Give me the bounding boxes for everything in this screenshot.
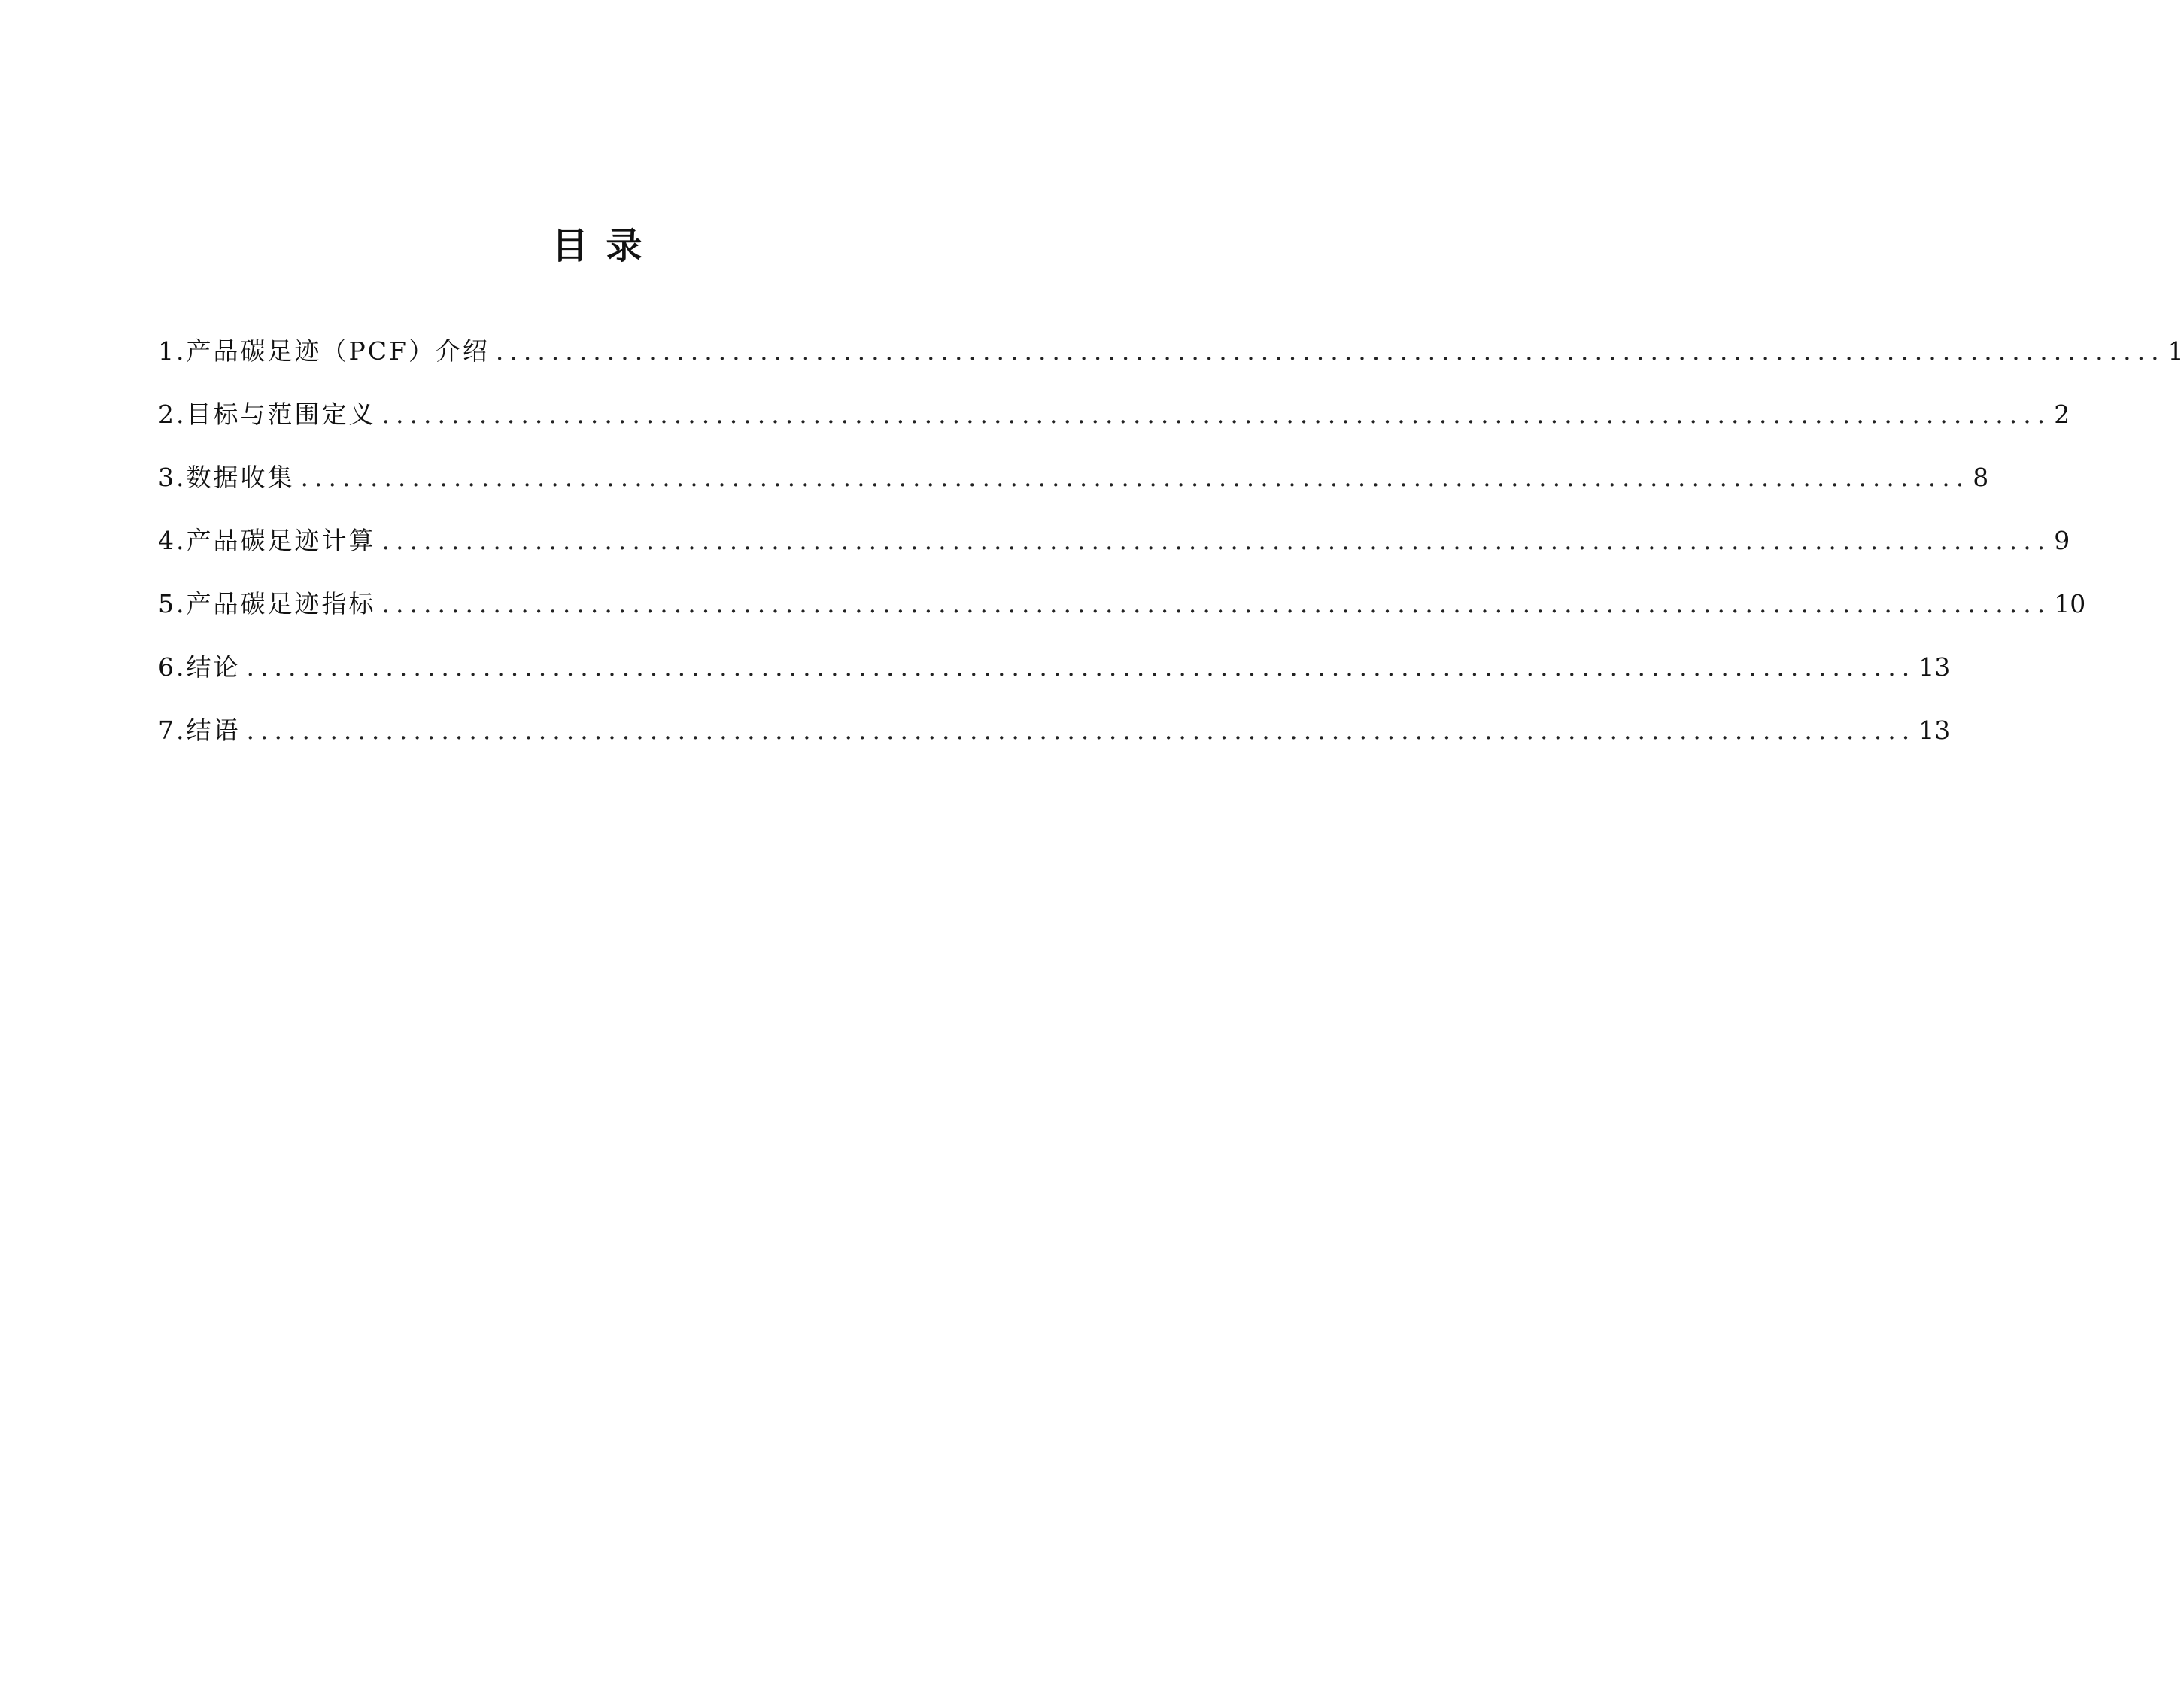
toc-page-number: 13 [1918,652,1951,682]
page-title: 目录 [551,225,661,267]
toc-entry-label: 1.产品碳足迹（PCF）介绍 [158,336,490,366]
toc-dot-leader: ........................................................................................................................ [246,715,1916,745]
toc-entry[interactable] [158,446,1989,509]
toc-list [158,320,2184,762]
toc-page-number: 10 [2054,589,2086,618]
toc-entry-label: 4.产品碳足迹计算 [158,526,376,555]
toc-dot-leader: ........................................................................................................................ [381,526,2052,555]
toc-entry-label: 3.数据收集 [158,463,295,492]
toc-entry[interactable] [158,509,2070,573]
toc-entry-label: 7.结语 [158,715,241,745]
toc-dot-leader: ........................................................................................................................ [381,399,2052,429]
toc-entry[interactable] [158,383,2070,446]
toc-page-number: 1 [2167,336,2184,366]
toc-entry[interactable] [158,320,2184,383]
toc-dot-leader: ........................................................................................................................ [381,589,2052,618]
toc-entry[interactable] [158,699,1951,762]
toc-dot-leader: ........................................................................................................................ [246,652,1916,682]
toc-entry-label: 6.结论 [158,652,241,682]
toc-entry[interactable] [158,573,2086,636]
toc-entry-label: 5.产品碳足迹指标 [158,589,376,618]
toc-page-number: 2 [2054,399,2070,429]
toc-page-number: 13 [1918,715,1951,745]
toc-dot-leader: ........................................................................................................................ [495,336,2165,366]
toc-entry-label: 2.目标与范围定义 [158,399,376,429]
toc-entry[interactable] [158,636,1951,699]
toc-page-number: 9 [2054,526,2070,555]
toc-dot-leader: ........................................................................................................................ [300,463,1970,492]
toc-page-number: 8 [1973,463,1989,492]
